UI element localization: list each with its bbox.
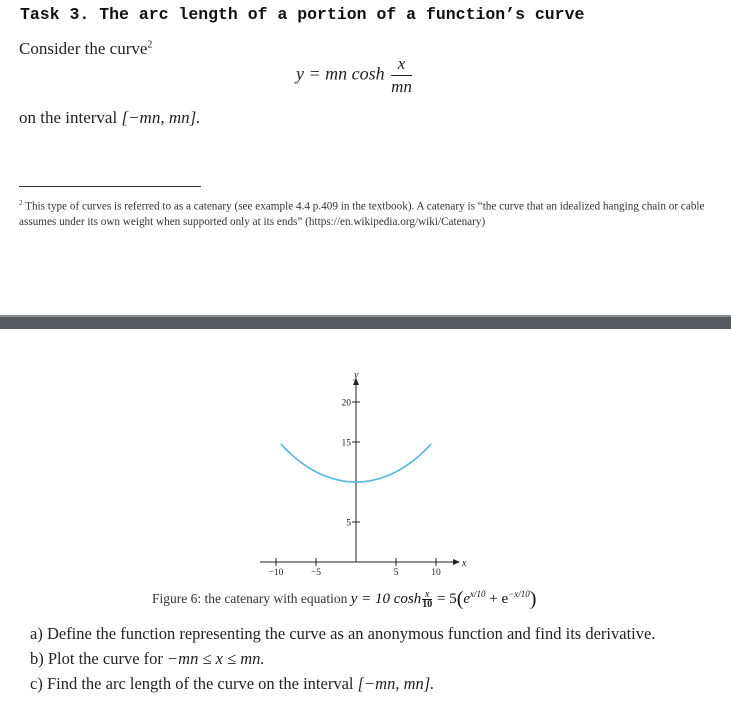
- task-title: Task 3. The arc length of a portion of a function’s curve: [20, 5, 585, 24]
- task-item-a: [30, 624, 655, 644]
- footnote-ref: 2: [147, 39, 153, 51]
- formula-fraction: [391, 54, 412, 97]
- footnote-marker: 2: [19, 199, 23, 207]
- caption-lhs: y = 10 cosh: [350, 591, 422, 607]
- x-axis-label: x: [462, 558, 467, 569]
- consider-label: Consider the curve: [19, 39, 148, 58]
- interval-prefix: on the interval: [19, 108, 122, 127]
- interval-math: [−mn, mn].: [121, 108, 201, 127]
- caption-mid: = 5: [433, 591, 457, 607]
- y-tick-label: 15: [341, 438, 351, 449]
- caption-frac-den: 10: [422, 599, 433, 611]
- caption-exp1: x/10: [470, 589, 486, 599]
- formula-lhs: y = mn cosh: [296, 63, 385, 84]
- catenary-formula: [296, 54, 412, 97]
- task-math: −mn ≤ x ≤ mn.: [167, 649, 265, 668]
- caption-exp2: −x/10: [508, 589, 530, 599]
- footnote-text: This type of curves is referred to as a catenary (see example 4.4 p.409 in the textbook). A catenary is “the curve that an idealized hanging chain or cable assumes under its own weight when supported only at its ends” (https://en.wikipedia.org/wiki/Catenary): [19, 200, 705, 228]
- caption-open-paren: (: [456, 588, 464, 610]
- task-item-c: [30, 674, 434, 694]
- x-tick-label: −10: [268, 568, 284, 578]
- formula-denominator: mn: [391, 77, 412, 96]
- task-text: Define the function representing the curve as an anonymous function and find its derivative.: [46, 624, 656, 643]
- figure-caption: [152, 588, 536, 611]
- caption-fraction: [422, 590, 432, 609]
- task-label: c): [30, 674, 43, 693]
- caption-frac-num: x: [422, 590, 432, 600]
- y-tick-label: 20: [341, 398, 351, 409]
- y-tick-label: 5: [346, 518, 351, 529]
- interval-text: [19, 108, 200, 128]
- catenary-plot: [250, 370, 470, 578]
- task-label: b): [30, 649, 44, 668]
- task-item-b: [30, 649, 265, 669]
- consider-text: [19, 39, 152, 59]
- task-label: a): [30, 624, 43, 643]
- caption-close-paren: ): [529, 588, 537, 610]
- task-text: Plot the curve for: [47, 649, 168, 668]
- x-tick-label: 10: [431, 568, 441, 578]
- caption-e1: e: [463, 591, 471, 607]
- formula-numerator: x: [391, 54, 412, 76]
- x-tick-label: 5: [393, 568, 399, 578]
- task-math: [−mn, mn].: [357, 674, 435, 693]
- page-separator: [0, 317, 731, 329]
- caption-prefix: Figure 6: the catenary with equation: [152, 591, 351, 606]
- caption-plus: + e: [485, 591, 509, 607]
- footnote-divider: [19, 186, 201, 187]
- y-axis-label: y: [354, 370, 359, 381]
- caption-equation: [350, 588, 537, 611]
- x-tick-label: −5: [310, 568, 322, 578]
- footnote: [19, 196, 709, 230]
- task-text: Find the arc length of the curve on the interval: [46, 674, 358, 693]
- x-axis-arrow: [453, 559, 460, 565]
